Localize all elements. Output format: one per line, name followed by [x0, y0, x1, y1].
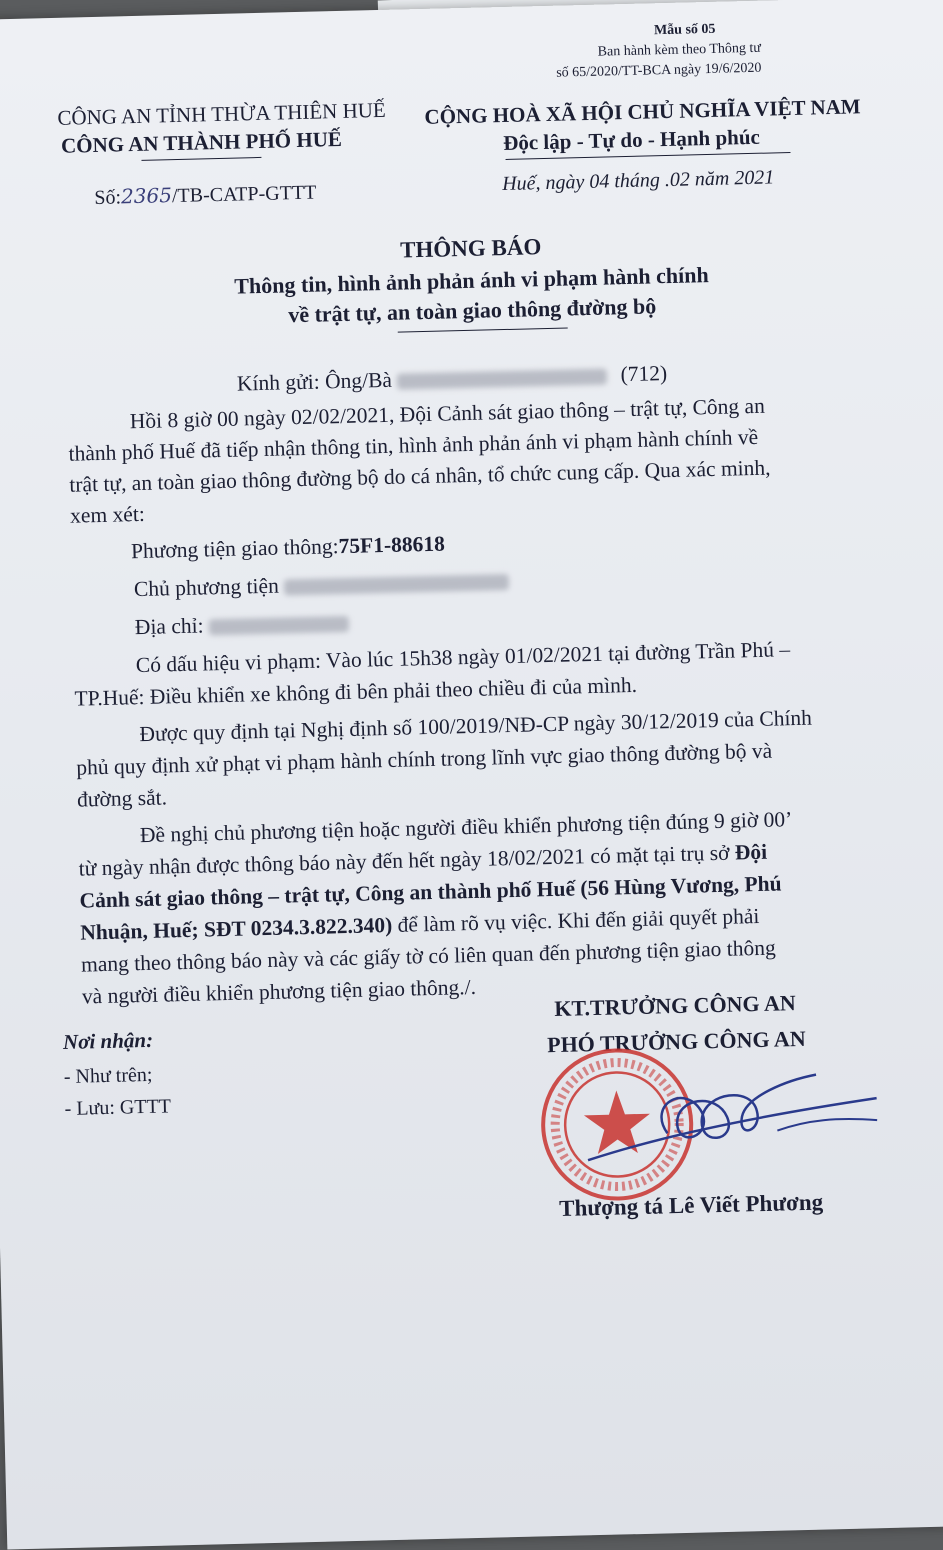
addressee-suffix: (712) — [620, 361, 668, 387]
recipient-item: - Như trên; — [63, 1063, 153, 1089]
request-line-4-bold: Nhuận, Huế; SĐT 0234.3.822.340) — [80, 912, 393, 945]
violation-line-1: Có dấu hiệu vi phạm: Vào lúc 15h38 ngày 01/02/2021 tại đường Trần Phú – — [135, 637, 791, 678]
regulation-line-1: Được quy định tại Nghị định số 100/2019/NĐ-CP ngày 30/12/2019 của Chính — [139, 705, 813, 747]
handwritten-signature — [576, 1058, 899, 1176]
vehicle-label: Phương tiện giao thông: — [130, 534, 339, 564]
agency-name: CÔNG AN THÀNH PHỐ HUẾ — [60, 126, 343, 158]
country-name: CỘNG HOÀ XÃ HỘI CHỦ NGHĨA VIỆT NAM — [424, 94, 861, 129]
regulation-line-3: đường sắt. — [76, 785, 168, 812]
request-line-2-text: từ ngày nhận được thông báo này đến hết ngày 18/02/2021 có mặt tại trụ sở — [78, 840, 736, 881]
signature-title-2: PHÓ TRƯỞNG CÔNG AN — [546, 1025, 806, 1058]
regulation-line-2: phủ quy định xử phạt vi phạm hành chính trong lĩnh vực giao thông đường bộ và — [76, 738, 773, 780]
vehicle-plate: 75F1-88618 — [338, 531, 446, 559]
document-number — [94, 180, 317, 210]
owner-label: Chủ phương tiện — [133, 573, 280, 602]
vehicle-line — [131, 529, 446, 568]
agency-parent: CÔNG AN TỈNH THỪA THIÊN HUẾ — [57, 97, 386, 130]
intro-line-2: thành phố Huế đã tiếp nhận thông tin, hình ảnh phản ánh vi phạm hành chính về — [68, 424, 759, 466]
request-line-3: Cảnh sát giao thông – trật tự, Công an thành phố Huế (56 Hùng Vương, Phú — [79, 871, 782, 913]
agency-underline — [141, 157, 261, 161]
notice-subtitle-1: Thông tin, hình ảnh phản ánh vi phạm hành chính — [234, 262, 709, 299]
notice-subtitle-2: về trật tự, an toàn giao thông đường bộ — [287, 293, 657, 328]
signer-name: Thượng tá Lê Viết Phương — [558, 1189, 824, 1221]
addressee-label: Kính gửi: Ông/Bà — [236, 367, 393, 396]
request-line-4-text: để làm rõ vụ việc. Khi đến giải quyết phải — [391, 903, 760, 937]
doc-number-suffix: /TB-CATP-GTTT — [171, 181, 317, 208]
recipients-title: Nơi nhận: — [62, 1027, 154, 1055]
addressee-line — [237, 358, 668, 400]
request-line-2-bold: Đội — [734, 839, 768, 865]
doc-number-prefix: Số: — [94, 186, 122, 210]
form-issued-by: Ban hành kèm theo Thông tư — [597, 40, 762, 60]
redacted-address — [209, 616, 349, 635]
intro-line-3: trật tự, an toàn giao thông đường bộ do cá nhân, tổ chức cung cấp. Qua xác minh, — [69, 455, 771, 497]
redacted-name — [397, 369, 607, 390]
form-circular: số 65/2020/TT-BCA ngày 19/6/2020 — [556, 60, 762, 81]
request-line-5: mang theo thông báo này và các giấy tờ có liên quan đến phương tiện giao thông — [80, 935, 776, 977]
national-motto: Độc lập - Tự do - Hạnh phúc — [502, 124, 761, 156]
intro-line-4: xem xét: — [69, 501, 146, 528]
form-number: Mẫu số 05 — [653, 21, 716, 39]
signature-title-1: KT.TRƯỞNG CÔNG AN — [554, 990, 796, 1022]
owner-line — [134, 565, 510, 605]
document-date: Huế, ngày 04 tháng .02 năm 2021 — [501, 166, 775, 196]
intro-line-1: Hồi 8 giờ 00 ngày 02/02/2021, Đội Cảnh sát giao thông – trật tự, Công an — [129, 393, 766, 434]
request-line-1: Đề nghị chủ phương tiện hoặc người điều khiển phương tiện đúng 9 giờ 00’ — [139, 807, 793, 848]
redacted-owner — [284, 574, 509, 595]
request-line-6: và người điều khiển phương tiện giao thông./. — [81, 974, 477, 1009]
notice-title: THÔNG BÁO — [399, 234, 542, 263]
recipient-item: - Lưu: GTTT — [64, 1095, 172, 1121]
address-label: Địa chỉ: — [134, 613, 204, 640]
title-underline — [398, 327, 568, 332]
violation-line-2: TP.Huế: Điều khiển xe không đi bên phải theo chiều đi của mình. — [74, 672, 638, 711]
address-line — [135, 607, 350, 643]
doc-number-handwritten: 2365 — [120, 183, 173, 209]
